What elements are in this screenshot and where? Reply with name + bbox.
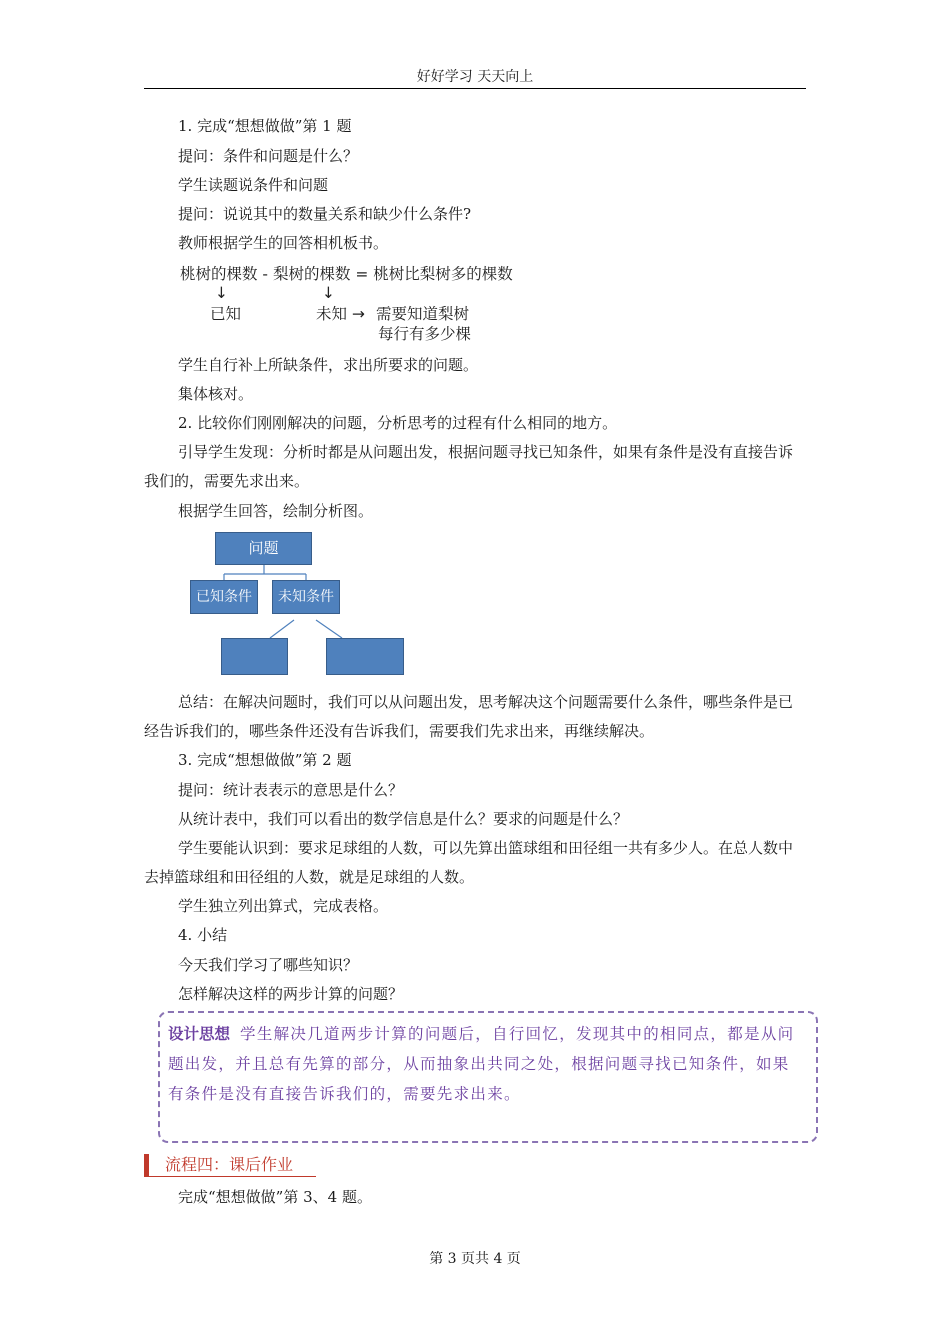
formula-need-line2: 每行有多少棵 — [378, 325, 472, 343]
summary-paragraph: 总结：在解决问题时，我们可以从问题出发，思考解决这个问题需要什么条件，哪些条件是已经告诉我们的，哪些条件还没有告诉我们，需要我们先求出来，再继续解决。 — [144, 693, 794, 740]
diagram-empty-box — [221, 638, 288, 675]
page-footer: 第 3 页共 4 页 — [429, 1251, 521, 1267]
item-2-title: 2. 比较你们刚刚解决的问题，分析思考的过程有什么相同的地方。 — [178, 414, 618, 432]
question-text: 提问：统计表表示的意思是什么？ — [178, 781, 404, 799]
section-underline — [144, 1176, 316, 1177]
paragraph: 学生自行补上所缺条件，求出所要求的问题。 — [178, 356, 479, 374]
formula-equation: 桃树的棵数 - 梨树的棵数 = 桃树比梨树多的棵数 — [180, 265, 513, 283]
formula-need-line1: 需要知道梨树 — [376, 305, 470, 323]
item-4-title: 4. 小结 — [178, 926, 228, 944]
paragraph: 从统计表中，我们可以看出的数学信息是什么？要求的问题是什么？ — [178, 810, 629, 828]
formula-known: 已知 — [210, 305, 242, 323]
design-idea-text: 学生解决几道两步计算的问题后，自行回忆，发现其中的相同点，都是从问题出发，并且总有先算的部分，从而抽象出共同之处，根据问题寻找已知条件，如果有条件是没有直接告诉我们的，需要先求出来。 — [168, 1025, 795, 1103]
paragraph: 学生独立列出算式，完成表格。 — [178, 897, 389, 915]
arrow-down-icon: ↓ — [322, 284, 335, 302]
arrow-down-icon: ↓ — [215, 284, 228, 302]
paragraph: 教师根据学生的回答相机板书。 — [178, 234, 389, 252]
homework-text: 完成“想想做做”第 3、4 题。 — [178, 1188, 372, 1206]
paragraph: 学生读题说条件和问题 — [178, 176, 329, 194]
paragraph: 根据学生回答，绘制分析图。 — [178, 502, 374, 520]
design-idea-tag: 设计思想 — [168, 1025, 231, 1043]
diagram-empty-box — [326, 638, 404, 675]
question-text: 提问：条件和问题是什么？ — [178, 147, 359, 165]
paragraph: 引导学生发现：分析时都是从问题出发，根据问题寻找已知条件，如果有条件是没有直接告诉我们的，需要先求出来。 — [144, 443, 794, 490]
design-idea-box — [158, 1011, 818, 1143]
section-heading: 流程四：课后作业 — [144, 1154, 293, 1176]
item-1-title: 1. 完成“想想做做”第 1 题 — [178, 117, 352, 135]
diagram-known-box: 已知条件 — [190, 580, 258, 614]
question-text: 提问：说说其中的数量关系和缺少什么条件? — [178, 205, 472, 223]
item-3-title: 3. 完成“想想做做”第 2 题 — [178, 751, 352, 769]
diagram-question-box: 问题 — [215, 532, 312, 565]
question-text: 今天我们学习了哪些知识？ — [178, 956, 359, 974]
diagram-unknown-box: 未知条件 — [272, 580, 340, 614]
question-text: 怎样解决这样的两步计算的问题？ — [178, 985, 404, 1003]
page-header: 好好学习 天天向上 — [144, 66, 806, 89]
paragraph: 集体核对。 — [178, 385, 254, 403]
formula-unknown: 未知 → — [316, 305, 365, 323]
paragraph: 学生要能认识到：要求足球组的人数，可以先算出篮球组和田径组一共有多少人。在总人数中去掉篮球组和田径组的人数，就是足球组的人数。 — [144, 839, 794, 886]
